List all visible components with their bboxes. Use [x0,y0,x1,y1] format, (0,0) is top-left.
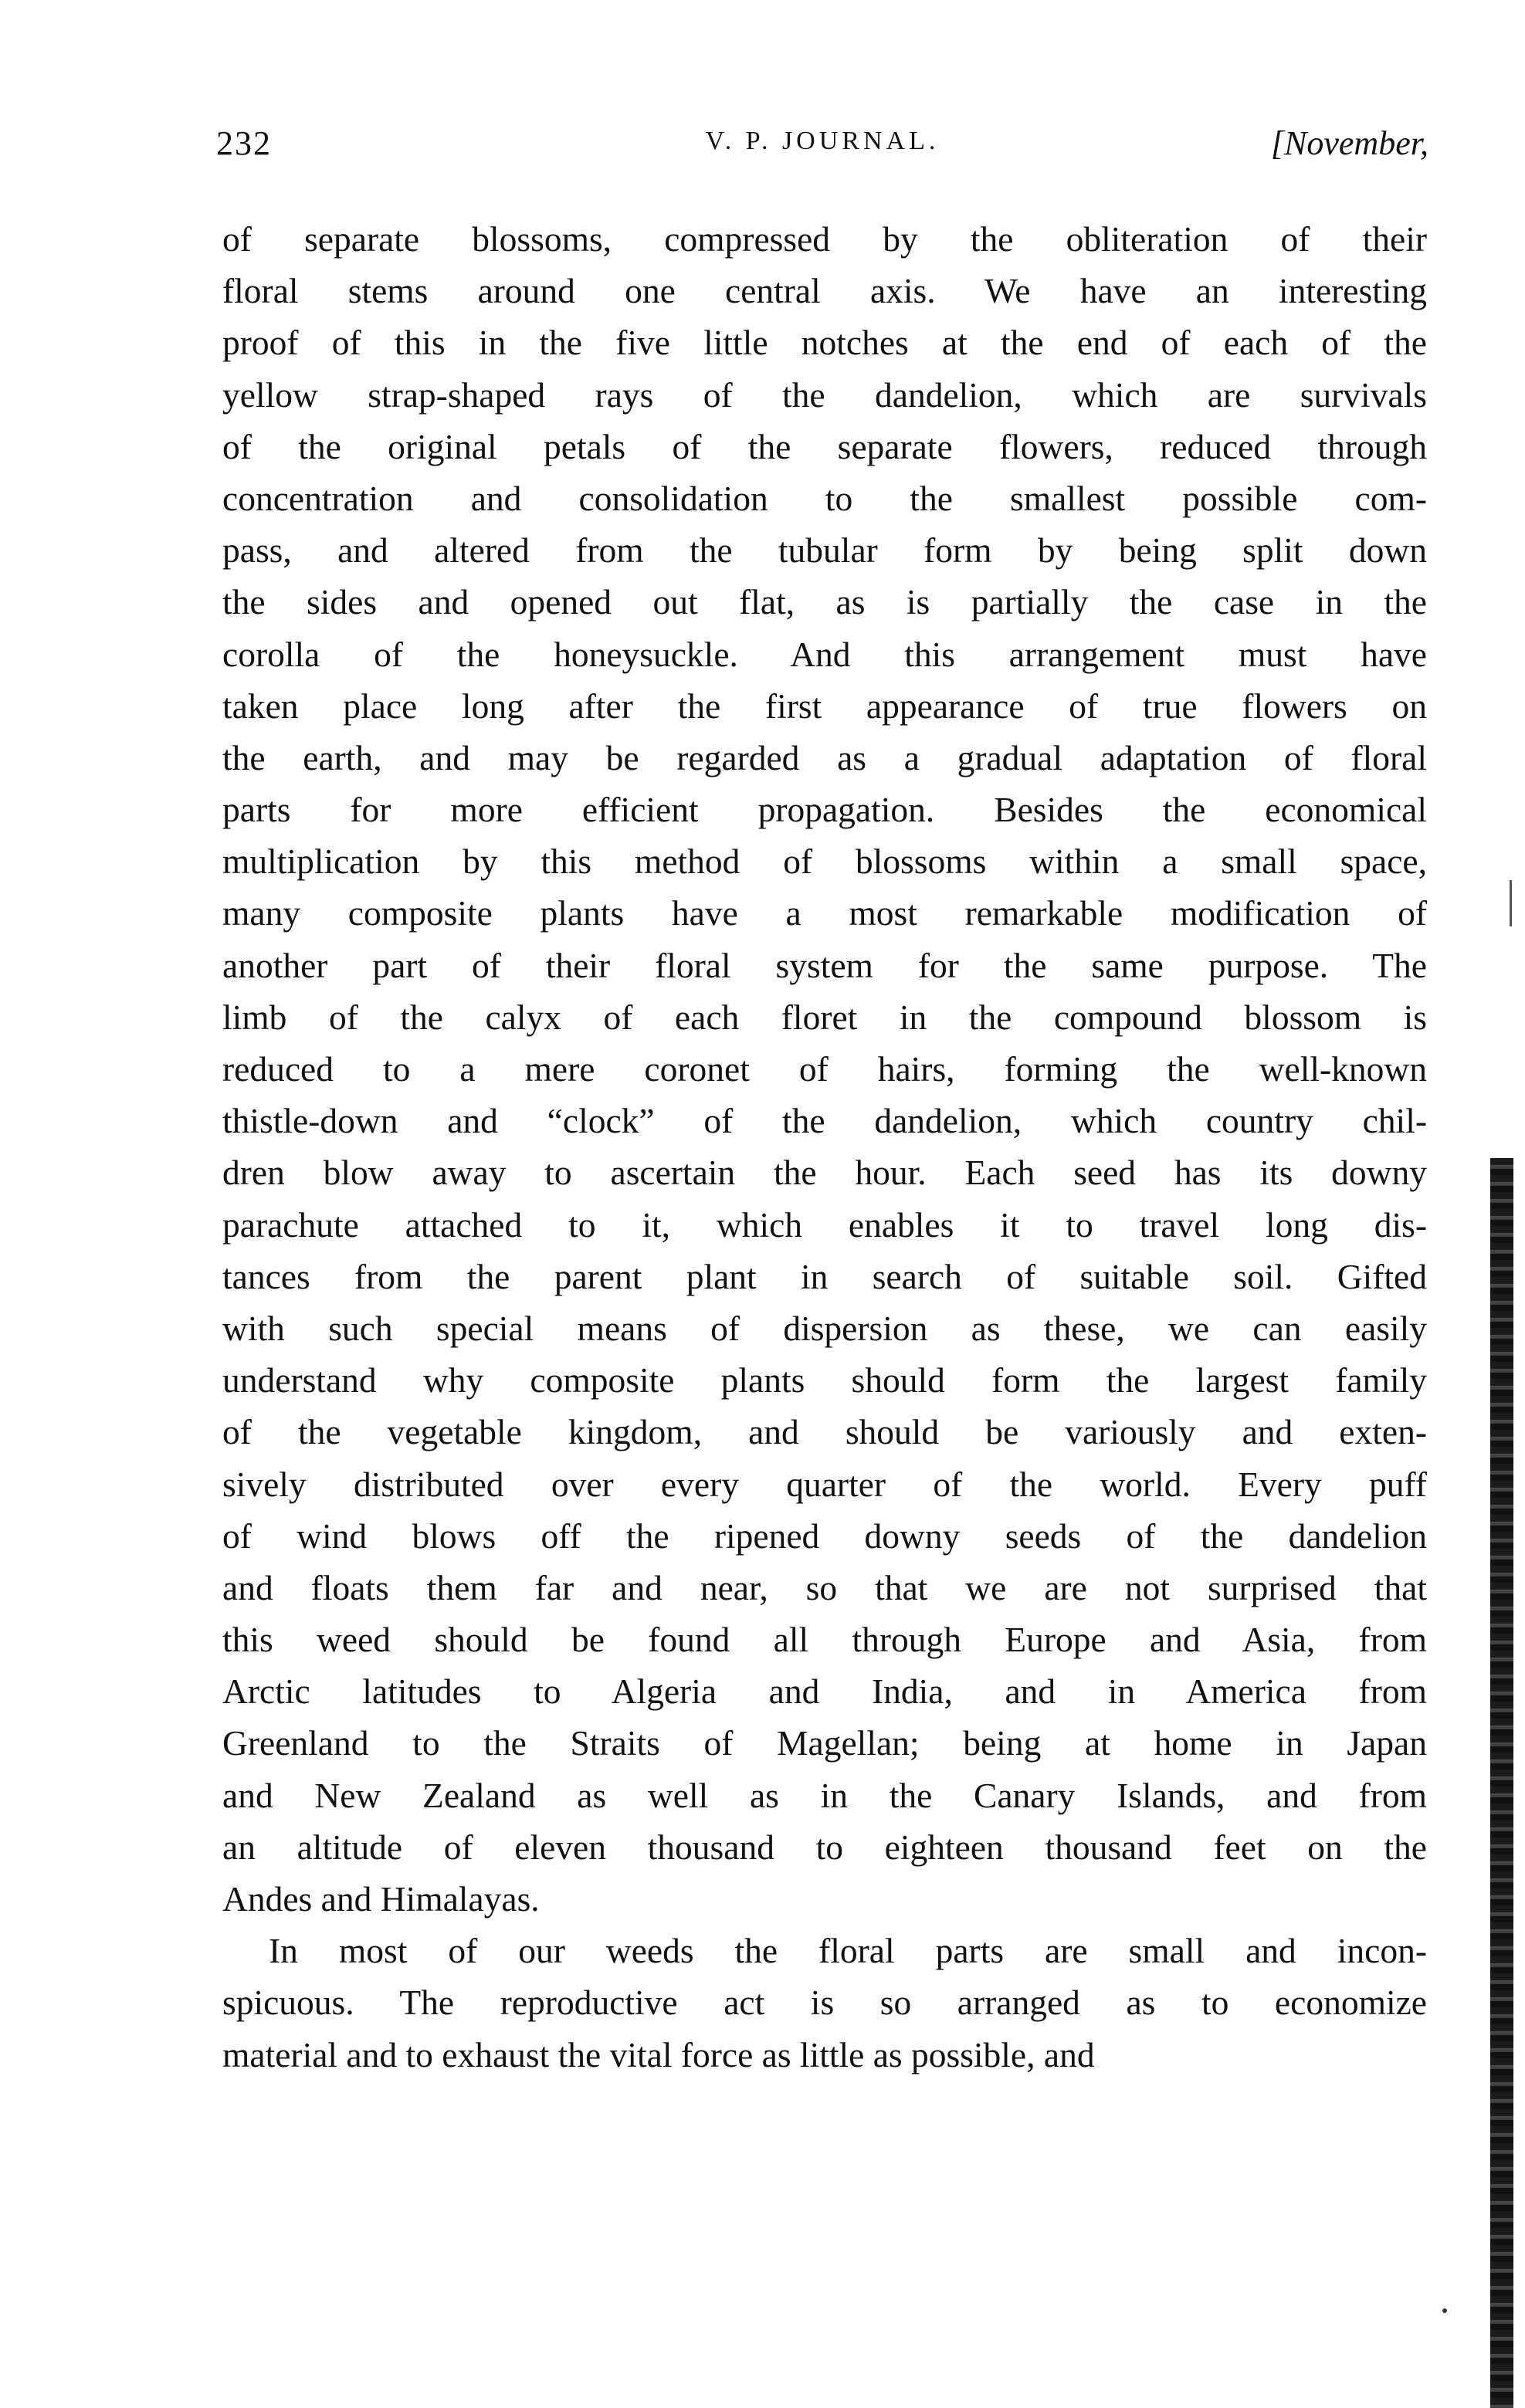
text-line: this weed should be found all through Europe and Asia, from [222,1620,1427,1660]
text-line: of separate blossoms, compressed by the obliteration of their [222,219,1427,259]
text-line: of the original petals of the separate flowers, reduced through [222,426,1427,466]
text-line: an altitude of eleven thousand to eighteen thousand feet on the [222,1827,1427,1867]
text-line: Arctic latitudes to Algeria and India, and in America from [222,1671,1427,1712]
text-line: of the vegetable kingdom, and should be variously and exten- [222,1412,1427,1452]
body-text [222,213,1427,2081]
text-line: parachute attached to it, which enables it to travel long dis- [222,1204,1427,1245]
text-line: the earth, and may be regarded as a gradual adaptation of floral [222,737,1427,777]
text-line: parts for more efficient propagation. Besides the economical [222,790,1427,830]
text-line: proof of this in the five little notches at the end of each of the [222,323,1427,363]
text-line: sively distributed over every quarter of the world. Every puff [222,1464,1427,1504]
text-line: Greenland to the Straits of Magellan; being at home in Japan [222,1723,1427,1763]
text-line: with such special means of dispersion as these, we can easily [222,1308,1427,1348]
page-speck [1442,2308,1447,2313]
text-line: dren blow away to ascertain the hour. Each seed has its downy [222,1153,1427,1193]
page-header [216,124,1428,178]
text-line: material and to exhaust the vital force as little as possible, and [222,2034,1095,2074]
text-line: Andes and Himalayas. [222,1879,540,1919]
text-line: reduced to a mere coronet of hairs, forming the well-known [222,1049,1427,1089]
text-line: and New Zealand as well as in the Canary Islands, and from [222,1775,1427,1815]
page-edge-shadow [1490,1158,1513,2408]
text-line: taken place long after the first appearance of true flowers on [222,686,1427,726]
text-line: tances from the parent plant in search of suitable soil. Gifted [222,1256,1427,1296]
text-line: limb of the calyx of each floret in the compound blossom is [222,997,1427,1037]
text-line: corolla of the honeysuckle. And this arrangement must have [222,634,1427,674]
text-line: the sides and opened out flat, as is partially the case in the [222,582,1427,622]
text-line: many composite plants have a most remarkable modification of [222,893,1427,933]
text-line: floral stems around one central axis. We have an interesting [222,271,1427,311]
page-number: 232 [216,124,272,162]
text-line: yellow strap-shaped rays of the dandelion, which are survivals [222,374,1427,415]
text-line: understand why composite plants should form the largest family [222,1360,1427,1400]
text-line: spicuous. The reproductive act is so arranged as to economize [222,1983,1427,2023]
text-line: of wind blows off the ripened downy seeds of the dandelion [222,1516,1427,1556]
running-head: V. P. JOURNAL. [705,127,940,155]
page-edge-mark [1510,880,1512,926]
text-line: and floats them far and near, so that we are not surprised that [222,1567,1427,1607]
paragraph-2 [222,1925,1427,2081]
text-line: concentration and consolidation to the smallest possible com- [222,478,1427,518]
text-line: In most of our weeds the floral parts are small and incon- [269,1931,1427,1971]
paragraph-1 [222,213,1427,1925]
text-line: pass, and altered from the tubular form by being split down [222,530,1427,571]
running-head-month: [November, [1270,124,1428,162]
text-line: thistle-down and “clock” of the dandelion, which country chil- [222,1101,1427,1141]
text-line: another part of their floral system for the same purpose. The [222,945,1427,985]
text-line: multiplication by this method of blossoms within a small space, [222,842,1427,882]
